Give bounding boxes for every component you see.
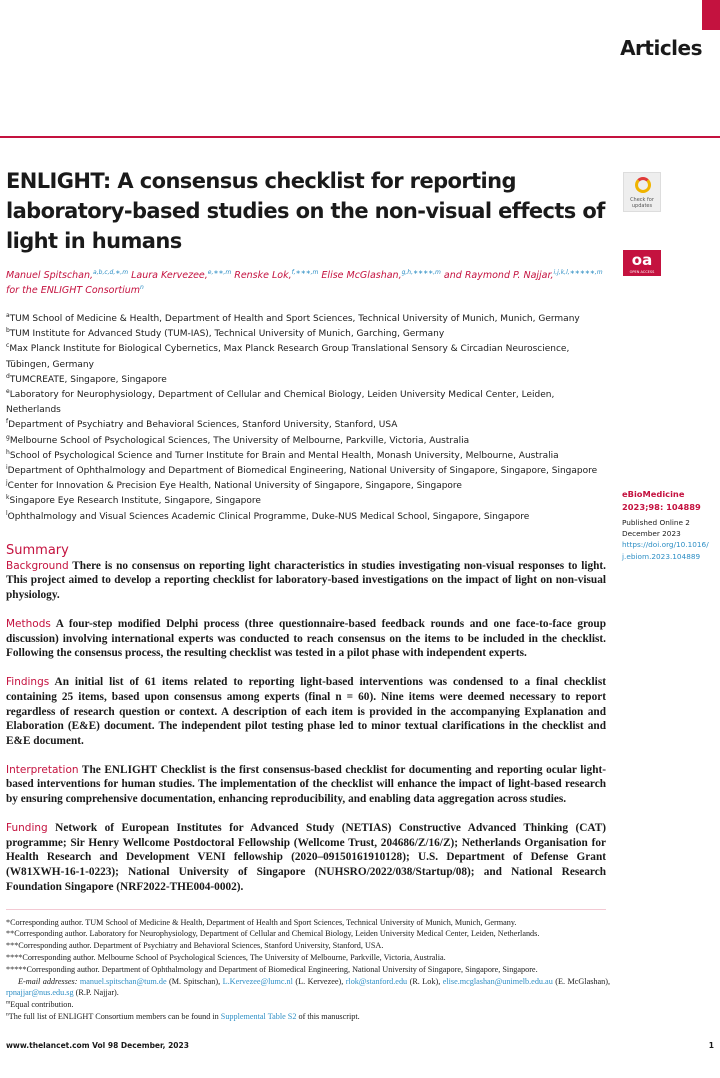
affiliation-text: Max Planck Institute for Biological Cybernetics, Max Planck Research Group Translational Sensory & Circadian Neuroscience, Tübingen, Germany bbox=[6, 344, 570, 370]
email-link[interactable]: elise.mcglashan@unimelb.edu.au bbox=[442, 976, 553, 986]
email-addresses bbox=[6, 976, 610, 1000]
author-name[interactable]: Elise McGlashan, bbox=[321, 270, 402, 281]
corresponding-note: *Corresponding author. TUM School of Medicine & Health, Department of Health and Sport Sciences, Technical University of Munich, Munich, Germany. bbox=[6, 917, 517, 927]
doi-link[interactable]: https://doi.org/10.1016/j.ebiom.2023.104889 bbox=[622, 540, 709, 561]
equal-contribution-note bbox=[6, 999, 610, 1011]
email-link[interactable]: rlok@stanford.edu bbox=[345, 976, 408, 986]
consortium-note-text: The full list of ENLIGHT Consortium members can be found in bbox=[8, 1012, 221, 1021]
affiliation-key: k bbox=[6, 494, 10, 502]
article-title: ENLIGHT: A consensus checklist for reporting laboratory-based studies on the non-visual effects of light in humans bbox=[6, 169, 605, 253]
affiliation-key: d bbox=[6, 372, 10, 380]
equal-text: Equal contribution. bbox=[10, 1000, 74, 1010]
corresponding-note: ****Corresponding author. Melbourne School of Psychological Sciences, The University of Melbourne, Parkville, Victoria, Australia. bbox=[6, 953, 446, 963]
summary-text: There is no consensus on reporting light characteristics in studies investigating non-visual responses to light. This project aimed to develop a reporting checklist for laboratory-based investigations on the impact of light on non-visual physiology. bbox=[6, 559, 607, 602]
email-owner: (R.P. Najjar). bbox=[73, 988, 119, 998]
affiliation-key: c bbox=[6, 342, 10, 350]
summary-section bbox=[6, 559, 606, 603]
corresponding-note: *****Corresponding author. Department of Ophthalmology and Department of Biomedical Engineering, National University of Singapore, Singapore, Singapore. bbox=[6, 964, 538, 974]
summary bbox=[6, 543, 606, 894]
affiliation-key: b bbox=[6, 327, 10, 335]
author-affil-sup: g,h,∗∗∗∗,m bbox=[401, 268, 441, 276]
consortium-note-post: of this manuscript. bbox=[296, 1012, 360, 1021]
author-name[interactable]: and Raymond P. Najjar, bbox=[443, 270, 554, 281]
affiliation-key: a bbox=[6, 312, 10, 319]
affiliation-key: e bbox=[6, 388, 10, 396]
journal-name: eBioMedicine bbox=[622, 489, 685, 499]
summary-heading: Summary bbox=[6, 542, 69, 558]
consortium-note-sup: n bbox=[6, 1011, 9, 1018]
consortium-name[interactable]: for the ENLIGHT Consortium bbox=[6, 285, 140, 296]
affiliation-item bbox=[6, 312, 606, 327]
summary-label: Background bbox=[6, 559, 69, 572]
email-link[interactable]: manuel.spitschan@tum.de bbox=[79, 976, 167, 986]
affiliation-text: Ophthalmology and Visual Sciences Academic Clinical Programme, Duke-NUS Medical School, Singapore, Singapore bbox=[7, 511, 530, 522]
author-list bbox=[6, 268, 606, 298]
author-name[interactable]: Renske Lok, bbox=[234, 270, 292, 281]
affiliation-text: Singapore Eye Research Institute, Singapore, Singapore bbox=[9, 496, 261, 507]
affiliation-item bbox=[6, 342, 606, 372]
page-number: 1 bbox=[708, 1040, 714, 1050]
summary-text: A four-step modified Delphi process (three questionnaire-based feedback rounds and one face-to-face group discussion) involving international experts was conducted to reach consensus on the items to be included in the checklist. Following the consensus process, the resulting checklist was tested in a pilot phase with independent experts. bbox=[6, 618, 606, 660]
affiliation-item bbox=[6, 327, 606, 342]
affiliation-text: Laboratory for Neurophysiology, Department of Cellular and Chemical Biology, Leiden University Medical Center, Leiden, Netherlands bbox=[6, 390, 555, 416]
affiliation-item bbox=[6, 479, 606, 494]
affiliation-key: h bbox=[6, 448, 10, 456]
affiliation-text: Center for Innovation & Precision Eye Health, National University of Singapore, Singapore, Singapore bbox=[7, 481, 462, 492]
citation: 2023;98: 104889 bbox=[622, 502, 701, 512]
affiliation-key: g bbox=[6, 433, 10, 441]
affiliation-key: f bbox=[6, 418, 9, 426]
footer bbox=[6, 1041, 714, 1055]
affiliation-item bbox=[6, 373, 606, 388]
email-link[interactable]: L.Kervezee@lumc.nl bbox=[222, 976, 293, 986]
affiliation-text: TUMCREATE, Singapore, Singapore bbox=[9, 374, 167, 385]
affiliation-item bbox=[6, 464, 606, 479]
affiliation-text: Melbourne School of Psychological Sciences, The University of Melbourne, Parkville, Victoria, Australia bbox=[9, 435, 470, 446]
equal-sup: m bbox=[6, 999, 11, 1006]
main-column bbox=[6, 0, 610, 1023]
red-corner-tab bbox=[702, 0, 720, 30]
supplemental-table-link[interactable]: Supplemental Table S2 bbox=[220, 1012, 297, 1021]
email-owner: (L. Kervezee), bbox=[292, 976, 346, 986]
summary-text: The ENLIGHT Checklist is the first consensus-based checklist for documenting and reporting ocular light-based interventions for human studies. The implementation of the checklist will enhance the impact of light-based research by ensuring comprehensive documentation, enhancing reproducibility, and enabling data aggregation across studies. bbox=[6, 763, 606, 806]
summary-label: Findings bbox=[6, 676, 50, 689]
footer-journal: www.thelancet.com Vol 98 December, 2023 bbox=[6, 1040, 189, 1050]
affiliation-key: i bbox=[6, 464, 8, 472]
email-owner: (E. McGlashan), bbox=[552, 976, 610, 986]
open-access-badge bbox=[623, 250, 661, 276]
summary-label: Methods bbox=[6, 618, 51, 631]
bookmark-icon bbox=[635, 177, 651, 193]
email-label: E-mail addresses: bbox=[18, 976, 78, 986]
check-for-updates-button[interactable] bbox=[623, 172, 661, 212]
summary-text: An initial list of 61 items related to reporting light-based interventions was condensed to a final checklist containing 25 items, based upon consensus among experts (final n = 60). Nine items were deemed necessary to report regardless of research question or context. A description of each item is provided in the accompanying Explanation and Elaboration (E&E) document. The independent pilot testing phase led to minor textual clarifications in the checklist and E&E document. bbox=[6, 676, 606, 747]
affiliation-item bbox=[6, 418, 606, 433]
affiliation-item bbox=[6, 388, 606, 418]
summary-section bbox=[6, 821, 606, 894]
affiliation-text: TUM School of Medicine & Health, Department of Health and Sport Sciences, Technical University of Munich, Munich, Germany bbox=[9, 314, 580, 324]
affiliations bbox=[6, 312, 606, 525]
affiliation-key: j bbox=[6, 479, 8, 487]
consortium-note bbox=[6, 1011, 610, 1023]
footnote-divider bbox=[6, 909, 606, 910]
published-date: Published Online 2 December 2023 bbox=[622, 518, 690, 539]
corresponding-note: **Corresponding author. Laboratory for Neurophysiology, Department of Cellular and Chemical Biology, Leiden University Medical Center, Leiden, Netherlands. bbox=[6, 929, 540, 939]
summary-section bbox=[6, 763, 606, 807]
author-affil-sup: i,j,k,l,∗∗∗∗∗,m bbox=[553, 268, 603, 276]
email-link[interactable]: rpnajjar@nus.edu.sg bbox=[6, 988, 74, 998]
summary-section bbox=[6, 675, 606, 748]
author-name[interactable]: Manuel Spitschan, bbox=[6, 270, 94, 281]
email-owner: (R. Lok), bbox=[407, 976, 443, 986]
oa-logo: oa bbox=[631, 251, 653, 269]
affiliation-item bbox=[6, 510, 606, 525]
footnotes bbox=[6, 917, 610, 1023]
affiliation-text: Department of Ophthalmology and Department of Biomedical Engineering, National University of Singapore, Singapore, Singapore bbox=[7, 466, 598, 477]
corresponding-note: ***Corresponding author. Department of Psychiatry and Behavioral Sciences, Stanford University, Stanford, USA. bbox=[6, 941, 384, 951]
summary-label: Funding bbox=[6, 822, 48, 835]
summary-label: Interpretation bbox=[6, 763, 79, 776]
summary-text: Network of European Institutes for Advanced Study (NETIAS) Constructive Advanced Thinking (CAT) programme; Sir Henry Wellcome Postdoctoral Fellowship (Wellcome Trust, 204686/Z/16/Z); Netherlands Organisation for Health Research and Development VENI fellowship (2020–09150161910128); U.S. Department of Defense Grant (W81XWH-16-1-0223); National University of Singapore (NUHSRO/2022/038/Startup/08); and National Research Foundation Singapore (NRF2022-THE004-0002). bbox=[6, 822, 606, 893]
affiliation-text: Department of Psychiatry and Behavioral Sciences, Stanford University, Stanford, USA bbox=[8, 420, 398, 431]
consortium-sup: n bbox=[140, 283, 144, 291]
author-affil-sup: f,∗∗∗,m bbox=[291, 268, 319, 276]
article-info-sidebar bbox=[622, 488, 716, 562]
affiliation-key: l bbox=[6, 509, 8, 517]
affiliation-text: School of Psychological Science and Turner Institute for Brain and Mental Health, Monash University, Melbourne, Australia bbox=[9, 450, 559, 461]
affiliation-text: TUM Institute for Advanced Study (TUM-IAS), Technical University of Munich, Garching, Germany bbox=[9, 329, 445, 340]
author-affil-sup: a,b,c,d,∗,m bbox=[93, 268, 129, 276]
author-name[interactable]: Laura Kervezee, bbox=[131, 270, 208, 281]
check-updates-label: Check for updates bbox=[630, 197, 654, 209]
affiliation-item bbox=[6, 449, 606, 464]
section-label: Articles bbox=[620, 36, 702, 60]
summary-section bbox=[6, 617, 606, 661]
oa-sub: OPEN ACCESS bbox=[629, 270, 655, 274]
affiliation-item bbox=[6, 434, 606, 449]
email-owner: (M. Spitschan), bbox=[166, 976, 223, 986]
author-affil-sup: e,∗∗,m bbox=[207, 268, 232, 276]
affiliation-item bbox=[6, 494, 606, 509]
